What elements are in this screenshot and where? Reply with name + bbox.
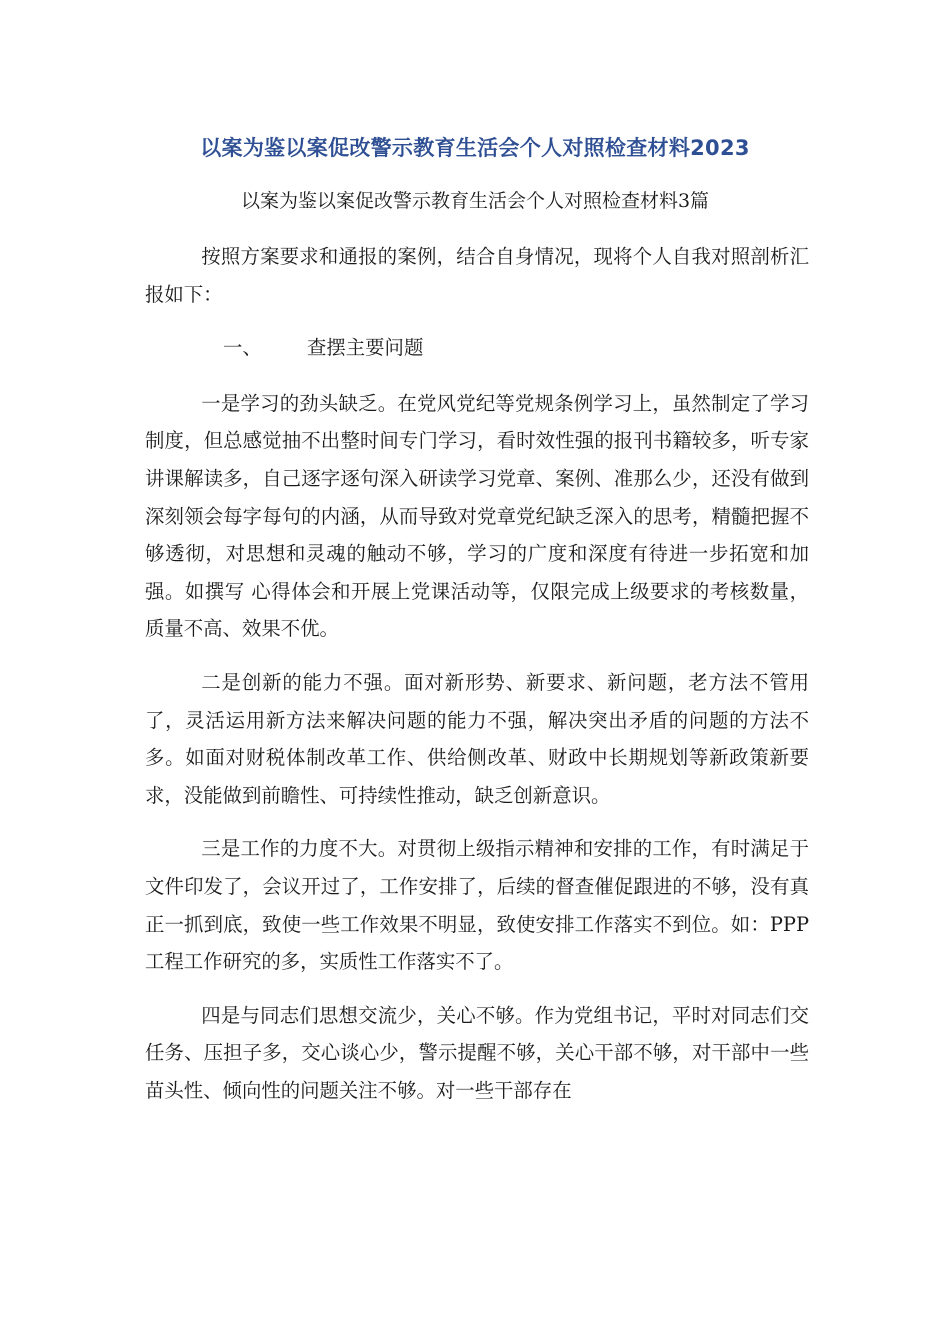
- document-title: 以案为鉴以案促改警示教育生活会个人对照检查材料2023: [200, 136, 750, 160]
- paragraph-3: 三是工作的力度不大。对贯彻上级指示精神和安排的工作，有时满足于文件印发了，会议开过了，工作安排了，后续的督查催促跟进的不够，没有真正一抓到底，致使一些工作效果不明显，致使安排工作落实不到位。如：PPP工程工作研究的多，实质性工作落实不了。: [145, 837, 809, 974]
- section-heading-text: 查摆主要问题: [307, 336, 424, 360]
- document-body: [145, 238, 809, 1125]
- document-subtitle: 以案为鉴以案促改警示教育生活会个人对照检查材料3篇: [240, 190, 710, 212]
- section-heading: [145, 329, 809, 367]
- intro-paragraph: 按照方案要求和通报的案例，结合自身情况，现将个人自我对照剖析汇报如下：: [145, 245, 809, 306]
- paragraph-2: 二是创新的能力不强。面对新形势、新要求、新问题，老方法不管用了，灵活运用新方法来解决问题的能力不强，解决突出矛盾的问题的方法不多。如面对财税体制改革工作、供给侧改革、财政中长期规划等新政策新要求，没能做到前瞻性、可持续性推动，缺乏创新意识。: [145, 670, 809, 807]
- paragraph-1: 一是学习的劲头缺乏。在党风党纪等党规条例学习上，虽然制定了学习制度，但总感觉抽不出整时间专门学习，看时效性强的报刊书籍较多，听专家讲课解读多，自己逐字逐句深入研读学习党章、案例、准那么少，还没有做到深刻领会每字每句的内涵，从而导致对党章党纪缺乏深入的思考，精髓把握不够透彻，对思想和灵魂的触动不够，学习的广度和深度有待进一步拓宽和加强。如撰写 心得体会和开展上党课活动等，仅限完成上级要求的考核数量，质量不高、效果不优。: [145, 391, 809, 641]
- paragraph-4: 四是与同志们思想交流少，关心不够。作为党组书记，平时对同志们交任务、压担子多，交心谈心少，警示提醒不够，关心干部不够，对干部中一些苗头性、倾向性的问题关注不够。对一些干部存在: [145, 1003, 809, 1102]
- section-number: 一、: [223, 336, 262, 360]
